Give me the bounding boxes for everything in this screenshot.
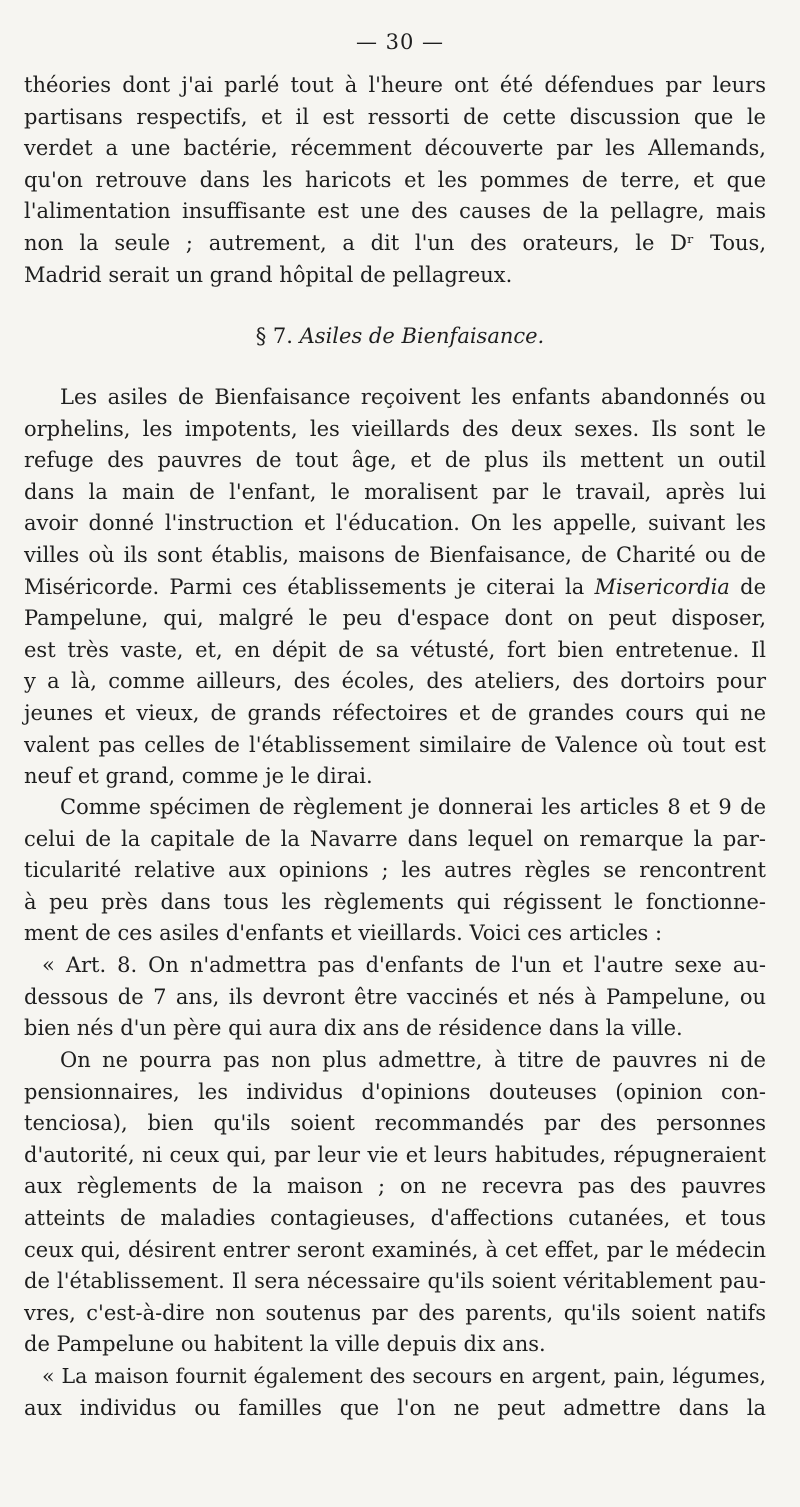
text-line: dessous de 7 ans, ils devront être vaccinés et nés à Pampelune, ou xyxy=(24,984,766,1009)
text-line: théories dont j'ai parlé tout à l'heure ont été défendues par leurs xyxy=(24,73,766,97)
paragraph-5 xyxy=(24,1045,766,1361)
text-line: vres, c'est-à-dire non soutenus par des parents, qu'ils soient natifs xyxy=(24,1300,766,1325)
text-line: Les asiles de Bienfaisance reçoivent les enfants abandonnés ou xyxy=(60,385,766,409)
text-line: tenciosa), bien qu'ils soient recommandés par des personnes xyxy=(24,1111,766,1136)
text-line: y a là, comme ailleurs, des écoles, des ateliers, des dortoirs pour xyxy=(24,669,766,694)
text-line: de Pampelune ou habitent la ville depuis dix ans. xyxy=(24,1332,546,1357)
paragraph-1 xyxy=(24,70,766,291)
text-segment: Miséricorde. Parmi ces établissements je citerai la xyxy=(24,574,585,599)
text-line: verdet a une bactérie, récemment découverte par les Allemands, xyxy=(24,136,766,161)
italic-term: Misericordia xyxy=(594,574,730,599)
text-line: bien nés d'un père qui aura dix ans de résidence dans la ville. xyxy=(24,1016,683,1041)
text-line: ment de ces asiles d'enfants et vieillards. Voici ces articles : xyxy=(24,921,663,946)
text-line: refuge des pauvres de tout âge, et de plus ils mettent un outil xyxy=(24,448,766,473)
paragraph-2 xyxy=(24,382,766,793)
text-line: On ne pourra pas non plus admettre, à titre de pauvres ni de xyxy=(60,1048,766,1072)
text-line: valent pas celles de l'établissement similaire de Valence où tout est xyxy=(24,732,766,757)
paragraph-3 xyxy=(24,792,766,950)
text-line: partisans respectifs, et il est ressorti de cette discussion que le xyxy=(24,104,766,129)
text-line: « La maison fournit également des secours en argent, pain, légumes, xyxy=(42,1364,766,1388)
text-line: non la seule ; autrement, a dit l'un des orateurs, le Dʳ Tous, xyxy=(24,230,766,255)
text-line: celui de la capitale de la Navarre dans lequel on remarque la par- xyxy=(24,826,766,851)
paragraph-6 xyxy=(24,1361,766,1424)
text-line: ticularité relative aux opinions ; les autres règles se rencontrent xyxy=(24,858,766,883)
text-line: de l'établissement. Il sera nécessaire qu'ils soient véritablement pau- xyxy=(24,1269,766,1294)
text-line: à peu près dans tous les règlements qui régissent le fonctionne- xyxy=(24,889,766,914)
text-line: Pampelune, qui, malgré le peu d'espace dont on peut disposer, xyxy=(24,606,766,631)
text-line: orphelins, les impotents, les vieillards des deux sexes. Ils sont le xyxy=(24,416,766,441)
text-line: l'alimentation insuffisante est une des causes de la pellagre, mais xyxy=(24,199,766,224)
text-line: jeunes et vieux, de grands réfectoires et de grandes cours qui ne xyxy=(24,700,766,725)
text-line: d'autorité, ni ceux qui, par leur vie et leurs habitudes, répugneraient xyxy=(24,1142,766,1167)
text-line: aux individus ou familles que l'on ne peut admettre dans la xyxy=(24,1395,766,1420)
text-line: atteints de maladies contagieuses, d'affections cutanées, et tous xyxy=(24,1205,766,1230)
text-line: aux règlements de la maison ; on ne recevra pas des pauvres xyxy=(24,1174,766,1199)
text-line: pensionnaires, les individus d'opinions douteuses (opinion con- xyxy=(24,1079,766,1104)
section-heading xyxy=(0,324,800,348)
text-line: avoir donné l'instruction et l'éducation. On les appelle, suivant les xyxy=(24,511,766,536)
text-line: ceux qui, désirent entrer seront examinés, à cet effet, par le médecin xyxy=(24,1237,766,1262)
text-line: neuf et grand, comme je le dirai. xyxy=(24,764,373,789)
section-title: Asiles de Bienfaisance. xyxy=(299,324,545,348)
text-line: dans la main de l'enfant, le moralisent par le travail, après lui xyxy=(24,479,766,504)
text-line-with-italic xyxy=(24,572,766,604)
text-line: « Art. 8. On n'admettra pas d'enfants de l'un et l'autre sexe au- xyxy=(42,953,766,977)
text-line: Comme spécimen de règlement je donnerai les articles 8 et 9 de xyxy=(60,795,766,819)
text-line: est très vaste, et, en dépit de sa vétusté, fort bien entretenue. Il xyxy=(24,637,766,662)
paragraph-4 xyxy=(24,950,766,1045)
page-number: — 30 — xyxy=(355,30,445,54)
text-line: qu'on retrouve dans les haricots et les pommes de terre, et que xyxy=(24,167,766,192)
text-line: villes où ils sont établis, maisons de Bienfaisance, de Charité ou de xyxy=(24,542,766,567)
text-segment: de xyxy=(740,574,766,599)
text-line: Madrid serait un grand hôpital de pellagreux. xyxy=(24,262,513,287)
section-number: § 7. xyxy=(255,324,293,348)
